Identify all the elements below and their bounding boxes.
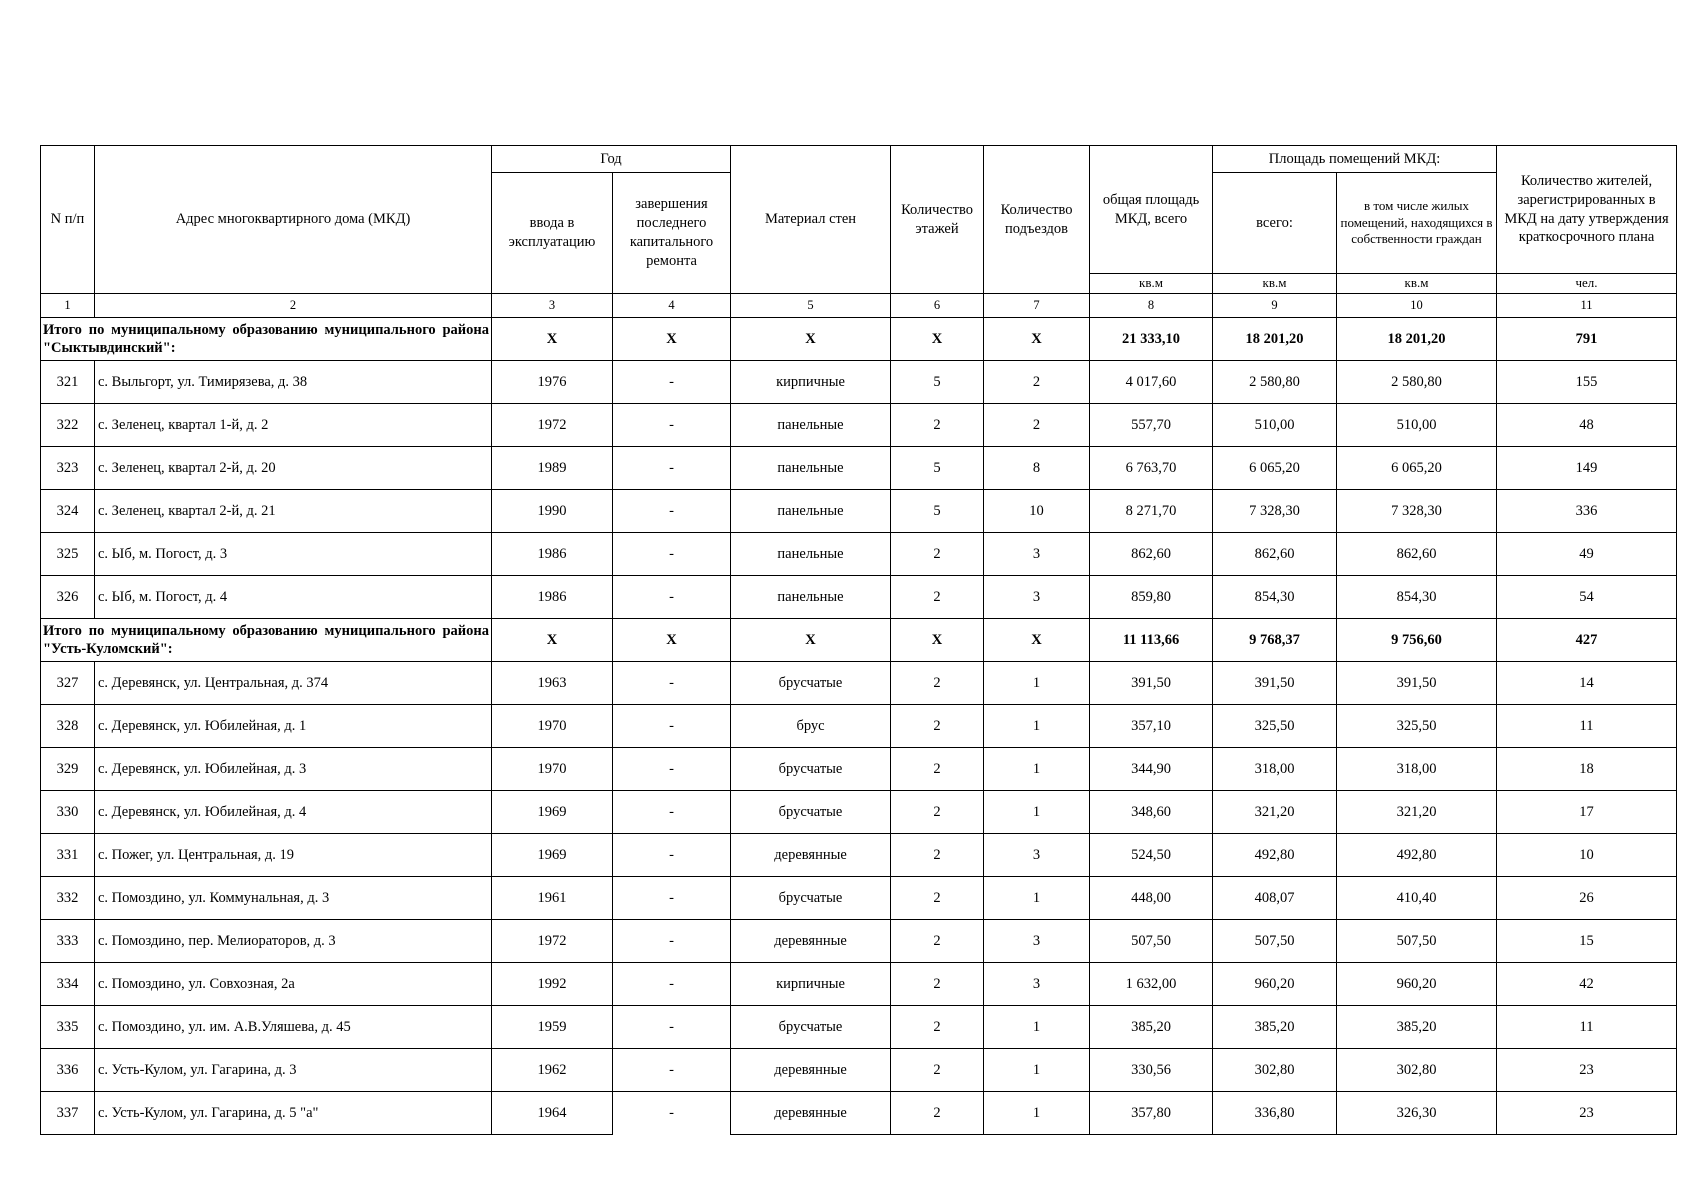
row-entrances: 1	[984, 1092, 1090, 1135]
row-residents: 15	[1497, 920, 1677, 963]
table-row	[41, 963, 1677, 1006]
total-residents: 791	[1497, 318, 1677, 361]
table-row	[41, 748, 1677, 791]
row-floors: 2	[891, 1049, 984, 1092]
table-row	[41, 920, 1677, 963]
table-row	[41, 834, 1677, 877]
header-floors: Количество этажей	[891, 146, 984, 294]
row-entrances: 1	[984, 791, 1090, 834]
row-number: 327	[41, 662, 95, 705]
header-n: N п/п	[41, 146, 95, 294]
total-residents: 427	[1497, 619, 1677, 662]
row-address: с. Зеленец, квартал 2-й, д. 20	[95, 447, 492, 490]
row-total-area: 330,56	[1090, 1049, 1213, 1092]
row-premises-all: 492,80	[1213, 834, 1337, 877]
row-total-area: 357,80	[1090, 1092, 1213, 1135]
row-floors: 2	[891, 1006, 984, 1049]
header-wall-material: Материал стен	[731, 146, 891, 294]
row-premises-citizens: 318,00	[1337, 748, 1497, 791]
row-year-repair: -	[613, 920, 731, 963]
unit-premises-citizens: кв.м	[1337, 274, 1497, 294]
row-material: кирпичные	[731, 361, 891, 404]
row-address: с. Помоздино, пер. Мелиораторов, д. 3	[95, 920, 492, 963]
row-number: 330	[41, 791, 95, 834]
table-row	[41, 1092, 1677, 1135]
total-material: X	[731, 318, 891, 361]
row-year-repair: -	[613, 877, 731, 920]
row-year-commission: 1969	[492, 791, 613, 834]
row-material: деревянные	[731, 834, 891, 877]
row-address: с. Деревянск, ул. Юбилейная, д. 3	[95, 748, 492, 791]
row-year-commission: 1976	[492, 361, 613, 404]
col-number: 4	[613, 294, 731, 318]
row-number: 323	[41, 447, 95, 490]
total-year-repair: X	[613, 619, 731, 662]
col-number: 9	[1213, 294, 1337, 318]
row-premises-all: 960,20	[1213, 963, 1337, 1006]
total-premises-all: 18 201,20	[1213, 318, 1337, 361]
header-entrances: Количество подъездов	[984, 146, 1090, 294]
total-label: Итого по муниципальному образованию муниципального района "Сыктывдинский":	[41, 318, 492, 361]
col-number: 1	[41, 294, 95, 318]
row-premises-citizens: 391,50	[1337, 662, 1497, 705]
row-address: с. Выльгорт, ул. Тимирязева, д. 38	[95, 361, 492, 404]
header-year: Год	[492, 146, 731, 173]
row-residents: 23	[1497, 1049, 1677, 1092]
unit-premises-all: кв.м	[1213, 274, 1337, 294]
row-year-commission: 1970	[492, 705, 613, 748]
row-year-commission: 1962	[492, 1049, 613, 1092]
row-floors: 2	[891, 791, 984, 834]
row-entrances: 1	[984, 1006, 1090, 1049]
row-residents: 48	[1497, 404, 1677, 447]
total-year-commission: X	[492, 619, 613, 662]
row-premises-all: 385,20	[1213, 1006, 1337, 1049]
table-row	[41, 1006, 1677, 1049]
total-row	[41, 619, 1677, 662]
row-premises-all: 510,00	[1213, 404, 1337, 447]
row-residents: 11	[1497, 705, 1677, 748]
total-entrances: X	[984, 619, 1090, 662]
row-year-commission: 1990	[492, 490, 613, 533]
row-material: деревянные	[731, 920, 891, 963]
row-year-commission: 1989	[492, 447, 613, 490]
row-number: 332	[41, 877, 95, 920]
row-material: деревянные	[731, 1049, 891, 1092]
row-entrances: 3	[984, 834, 1090, 877]
total-year-repair: X	[613, 318, 731, 361]
row-number: 322	[41, 404, 95, 447]
unit-total-area: кв.м	[1090, 274, 1213, 294]
row-premises-all: 325,50	[1213, 705, 1337, 748]
table-row	[41, 490, 1677, 533]
row-material: брус	[731, 705, 891, 748]
row-residents: 54	[1497, 576, 1677, 619]
row-total-area: 507,50	[1090, 920, 1213, 963]
row-address: с. Усть-Кулом, ул. Гагарина, д. 5 "а"	[95, 1092, 492, 1135]
row-premises-citizens: 321,20	[1337, 791, 1497, 834]
row-entrances: 1	[984, 748, 1090, 791]
row-total-area: 6 763,70	[1090, 447, 1213, 490]
row-premises-all: 391,50	[1213, 662, 1337, 705]
row-address: с. Зеленец, квартал 1-й, д. 2	[95, 404, 492, 447]
total-label: Итого по муниципальному образованию муниципального района "Усть-Куломский":	[41, 619, 492, 662]
total-floors: X	[891, 318, 984, 361]
row-premises-citizens: 410,40	[1337, 877, 1497, 920]
col-number: 3	[492, 294, 613, 318]
row-entrances: 1	[984, 877, 1090, 920]
row-year-repair: -	[613, 533, 731, 576]
header-year-commission: ввода в эксплуатацию	[492, 173, 613, 294]
col-number: 8	[1090, 294, 1213, 318]
row-total-area: 344,90	[1090, 748, 1213, 791]
row-floors: 2	[891, 920, 984, 963]
row-floors: 2	[891, 877, 984, 920]
row-address: с. Пожег, ул. Центральная, д. 19	[95, 834, 492, 877]
row-address: с. Помоздино, ул. Совхозная, 2а	[95, 963, 492, 1006]
row-premises-citizens: 6 065,20	[1337, 447, 1497, 490]
row-premises-citizens: 385,20	[1337, 1006, 1497, 1049]
housing-register-table	[40, 145, 1677, 1135]
row-total-area: 859,80	[1090, 576, 1213, 619]
row-address: с. Помоздино, ул. Коммунальная, д. 3	[95, 877, 492, 920]
col-number: 2	[95, 294, 492, 318]
row-floors: 2	[891, 662, 984, 705]
row-year-repair: -	[613, 1092, 731, 1135]
row-floors: 2	[891, 963, 984, 1006]
row-entrances: 8	[984, 447, 1090, 490]
row-material: брусчатые	[731, 791, 891, 834]
total-entrances: X	[984, 318, 1090, 361]
row-residents: 18	[1497, 748, 1677, 791]
row-premises-all: 302,80	[1213, 1049, 1337, 1092]
row-address: с. Помоздино, ул. им. А.В.Уляшева, д. 45	[95, 1006, 492, 1049]
total-premises-all: 9 768,37	[1213, 619, 1337, 662]
total-premises-citizens: 9 756,60	[1337, 619, 1497, 662]
header-address: Адрес многоквартирного дома (МКД)	[95, 146, 492, 294]
row-address: с. Ыб, м. Погост, д. 4	[95, 576, 492, 619]
row-floors: 2	[891, 705, 984, 748]
col-number: 7	[984, 294, 1090, 318]
col-number: 10	[1337, 294, 1497, 318]
row-entrances: 2	[984, 361, 1090, 404]
row-entrances: 10	[984, 490, 1090, 533]
row-total-area: 557,70	[1090, 404, 1213, 447]
row-address: с. Деревянск, ул. Центральная, д. 374	[95, 662, 492, 705]
row-total-area: 8 271,70	[1090, 490, 1213, 533]
row-address: с. Деревянск, ул. Юбилейная, д. 1	[95, 705, 492, 748]
table-row	[41, 404, 1677, 447]
row-entrances: 1	[984, 705, 1090, 748]
row-year-commission: 1992	[492, 963, 613, 1006]
total-area: 11 113,66	[1090, 619, 1213, 662]
table-row	[41, 533, 1677, 576]
row-year-commission: 1961	[492, 877, 613, 920]
total-floors: X	[891, 619, 984, 662]
row-premises-citizens: 960,20	[1337, 963, 1497, 1006]
row-residents: 49	[1497, 533, 1677, 576]
header-premises-all: всего:	[1213, 173, 1337, 274]
row-number: 325	[41, 533, 95, 576]
row-year-commission: 1970	[492, 748, 613, 791]
table-row	[41, 1049, 1677, 1092]
col-number: 11	[1497, 294, 1677, 318]
row-year-commission: 1986	[492, 576, 613, 619]
header-premises-area: Площадь помещений МКД:	[1213, 146, 1497, 173]
row-residents: 26	[1497, 877, 1677, 920]
total-area: 21 333,10	[1090, 318, 1213, 361]
row-material: панельные	[731, 490, 891, 533]
row-premises-all: 318,00	[1213, 748, 1337, 791]
row-premises-all: 7 328,30	[1213, 490, 1337, 533]
row-number: 335	[41, 1006, 95, 1049]
row-year-repair: -	[613, 447, 731, 490]
row-year-repair: -	[613, 748, 731, 791]
row-entrances: 2	[984, 404, 1090, 447]
row-material: панельные	[731, 447, 891, 490]
row-premises-all: 2 580,80	[1213, 361, 1337, 404]
row-year-repair: -	[613, 361, 731, 404]
row-number: 326	[41, 576, 95, 619]
row-total-area: 862,60	[1090, 533, 1213, 576]
row-premises-citizens: 492,80	[1337, 834, 1497, 877]
row-entrances: 1	[984, 662, 1090, 705]
row-address: с. Зеленец, квартал 2-й, д. 21	[95, 490, 492, 533]
row-entrances: 3	[984, 576, 1090, 619]
row-premises-all: 854,30	[1213, 576, 1337, 619]
col-number: 5	[731, 294, 891, 318]
row-total-area: 385,20	[1090, 1006, 1213, 1049]
row-year-commission: 1972	[492, 404, 613, 447]
row-premises-citizens: 2 580,80	[1337, 361, 1497, 404]
row-total-area: 4 017,60	[1090, 361, 1213, 404]
row-material: брусчатые	[731, 1006, 891, 1049]
row-floors: 2	[891, 404, 984, 447]
row-material: кирпичные	[731, 963, 891, 1006]
row-total-area: 1 632,00	[1090, 963, 1213, 1006]
table-row	[41, 791, 1677, 834]
row-premises-citizens: 862,60	[1337, 533, 1497, 576]
row-number: 337	[41, 1092, 95, 1135]
row-number: 324	[41, 490, 95, 533]
row-total-area: 524,50	[1090, 834, 1213, 877]
row-year-commission: 1969	[492, 834, 613, 877]
row-number: 334	[41, 963, 95, 1006]
row-year-commission: 1964	[492, 1092, 613, 1135]
row-residents: 149	[1497, 447, 1677, 490]
row-floors: 2	[891, 834, 984, 877]
row-year-repair: -	[613, 834, 731, 877]
header-residents: Количество жителей, зарегистрированных в МКД на дату утверждения краткосрочного плана	[1497, 146, 1677, 274]
row-number: 336	[41, 1049, 95, 1092]
row-year-commission: 1963	[492, 662, 613, 705]
total-row	[41, 318, 1677, 361]
total-premises-citizens: 18 201,20	[1337, 318, 1497, 361]
col-number: 6	[891, 294, 984, 318]
row-premises-citizens: 325,50	[1337, 705, 1497, 748]
row-year-repair: -	[613, 662, 731, 705]
row-premises-citizens: 510,00	[1337, 404, 1497, 447]
row-total-area: 357,10	[1090, 705, 1213, 748]
row-floors: 5	[891, 447, 984, 490]
row-year-repair: -	[613, 404, 731, 447]
row-year-repair: -	[613, 791, 731, 834]
row-number: 329	[41, 748, 95, 791]
row-address: с. Деревянск, ул. Юбилейная, д. 4	[95, 791, 492, 834]
row-residents: 23	[1497, 1092, 1677, 1135]
table-row	[41, 705, 1677, 748]
row-premises-all: 507,50	[1213, 920, 1337, 963]
row-material: панельные	[731, 576, 891, 619]
row-year-repair: -	[613, 705, 731, 748]
row-premises-all: 6 065,20	[1213, 447, 1337, 490]
row-total-area: 448,00	[1090, 877, 1213, 920]
row-residents: 155	[1497, 361, 1677, 404]
row-material: брусчатые	[731, 877, 891, 920]
row-premises-citizens: 7 328,30	[1337, 490, 1497, 533]
row-year-repair: -	[613, 576, 731, 619]
row-premises-all: 321,20	[1213, 791, 1337, 834]
row-residents: 17	[1497, 791, 1677, 834]
table-row	[41, 877, 1677, 920]
row-residents: 14	[1497, 662, 1677, 705]
row-entrances: 1	[984, 1049, 1090, 1092]
header-premises-citizens: в том числе жилых помещений, находящихся в собственности граждан	[1337, 173, 1497, 274]
row-total-area: 391,50	[1090, 662, 1213, 705]
row-premises-citizens: 854,30	[1337, 576, 1497, 619]
row-residents: 336	[1497, 490, 1677, 533]
row-premises-citizens: 507,50	[1337, 920, 1497, 963]
row-number: 331	[41, 834, 95, 877]
row-year-repair: -	[613, 490, 731, 533]
row-residents: 10	[1497, 834, 1677, 877]
row-year-repair: -	[613, 963, 731, 1006]
header-total-area: общая площадь МКД, всего	[1090, 146, 1213, 274]
row-premises-all: 336,80	[1213, 1092, 1337, 1135]
row-number: 333	[41, 920, 95, 963]
total-material: X	[731, 619, 891, 662]
row-number: 321	[41, 361, 95, 404]
row-year-repair: -	[613, 1049, 731, 1092]
row-floors: 2	[891, 533, 984, 576]
header-year-repair: завершения последнего капитального ремонта	[613, 173, 731, 294]
table-row	[41, 576, 1677, 619]
row-year-commission: 1972	[492, 920, 613, 963]
row-floors: 2	[891, 748, 984, 791]
row-premises-all: 862,60	[1213, 533, 1337, 576]
row-premises-all: 408,07	[1213, 877, 1337, 920]
unit-residents: чел.	[1497, 274, 1677, 294]
row-material: брусчатые	[731, 662, 891, 705]
row-floors: 2	[891, 576, 984, 619]
row-total-area: 348,60	[1090, 791, 1213, 834]
row-year-repair: -	[613, 1006, 731, 1049]
row-residents: 42	[1497, 963, 1677, 1006]
row-material: брусчатые	[731, 748, 891, 791]
table-row	[41, 447, 1677, 490]
row-premises-citizens: 302,80	[1337, 1049, 1497, 1092]
row-residents: 11	[1497, 1006, 1677, 1049]
table-row	[41, 662, 1677, 705]
row-material: панельные	[731, 404, 891, 447]
row-address: с. Усть-Кулом, ул. Гагарина, д. 3	[95, 1049, 492, 1092]
row-floors: 5	[891, 490, 984, 533]
row-entrances: 3	[984, 963, 1090, 1006]
row-number: 328	[41, 705, 95, 748]
total-year-commission: X	[492, 318, 613, 361]
row-material: деревянные	[731, 1092, 891, 1135]
row-entrances: 3	[984, 533, 1090, 576]
row-entrances: 3	[984, 920, 1090, 963]
row-premises-citizens: 326,30	[1337, 1092, 1497, 1135]
row-year-commission: 1986	[492, 533, 613, 576]
row-address: с. Ыб, м. Погост, д. 3	[95, 533, 492, 576]
row-material: панельные	[731, 533, 891, 576]
row-floors: 2	[891, 1092, 984, 1135]
row-year-commission: 1959	[492, 1006, 613, 1049]
row-floors: 5	[891, 361, 984, 404]
table-row	[41, 361, 1677, 404]
